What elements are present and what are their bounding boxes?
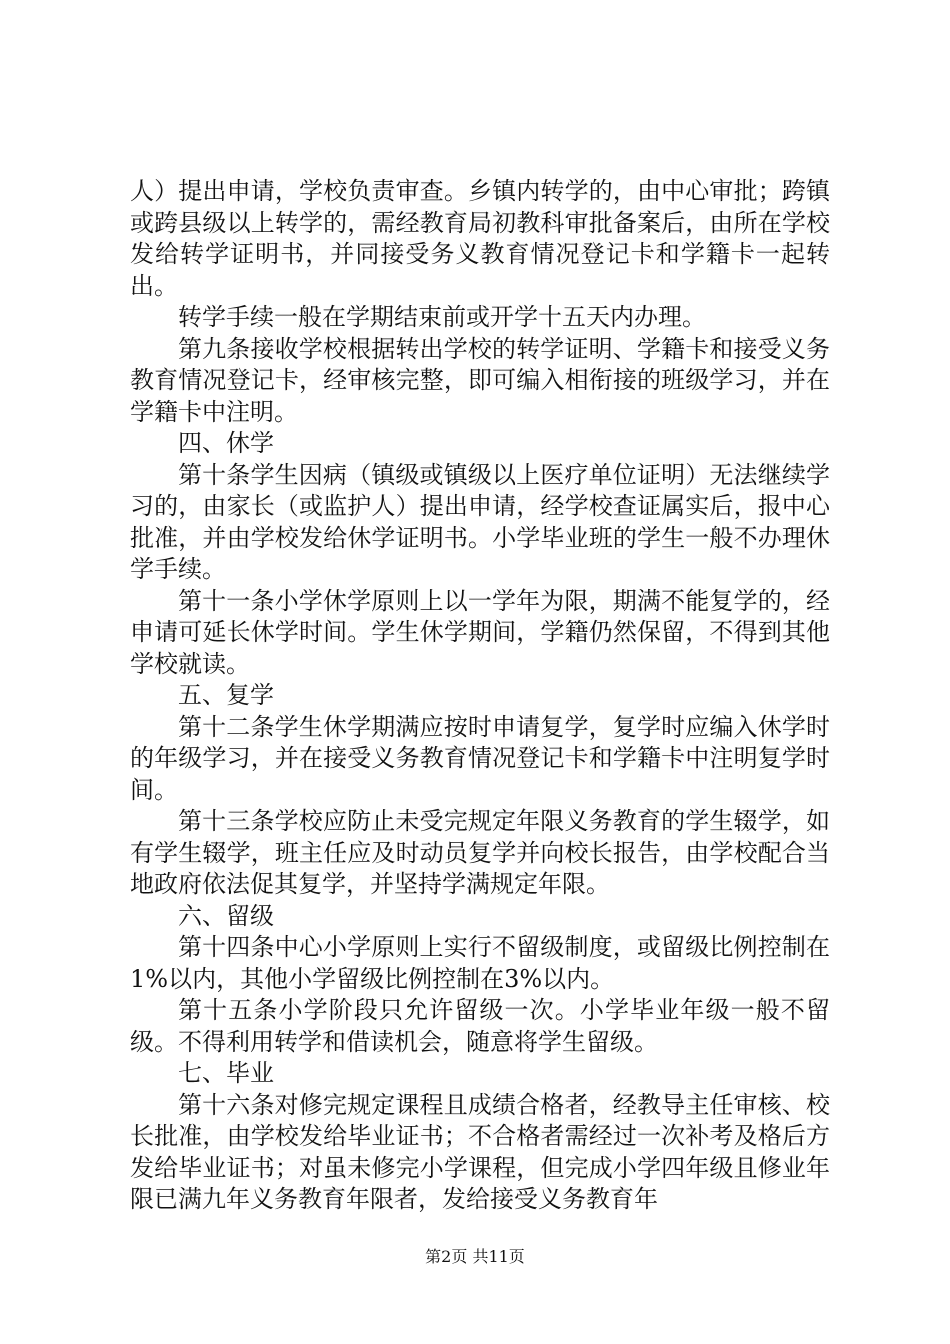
section-heading-retention: 六、留级 bbox=[178, 901, 274, 930]
paragraph-article-11: 第十一条小学休学原则上以一学年为限，期满不能复学的，经申请可延长休学时间。学生休学期间，学籍仍然保留，不得到其他学校就读。 bbox=[130, 586, 830, 678]
paragraph-article-12: 第十二条学生休学期满应按时申请复学，复学时应编入休学时的年级学习，并在接受义务教育情况登记卡和学籍卡中注明复学时间。 bbox=[130, 712, 830, 804]
paragraph-transfer-procedure-time: 转学手续一般在学期结束前或开学十五天内办理。 bbox=[178, 303, 706, 331]
section-heading-suspension: 四、休学 bbox=[178, 429, 274, 457]
paragraph-article-16: 第十六条对修完规定课程且成绩合格者，经教导主任审核、校长批准，由学校发给毕业证书；不合格者需经过一次补考及格后方发给毕业证书；对虽未修完小学课程，但完成小学四年级且修业年限已满九年义务教育年限者，发给接受义务教育年 bbox=[130, 1090, 830, 1213]
paragraph-article-10: 第十条学生因病（镇级或镇级以上医疗单位证明）无法继续学习的，由家长（或监护人）提出申请，经学校查证属实后，报中心批准，并由学校发给休学证明书。小学毕业班的学生一般不办理休学手续。 bbox=[130, 460, 830, 583]
paragraph-transfer-approval: 人）提出申请，学校负责审查。乡镇内转学的，由中心审批；跨镇或跨县级以上转学的，需经教育局初教科审批备案后，由所在学校发给转学证明书，并同接受务义教育情况登记卡和学籍卡一起转出。 bbox=[130, 177, 830, 300]
page-number-footer: 第2页 共11页 bbox=[425, 1247, 525, 1266]
section-heading-resumption: 五、复学 bbox=[178, 681, 274, 709]
document-body bbox=[130, 176, 830, 1216]
paragraph-article-14: 第十四条中心小学原则上实行不留级制度，或留级比例控制在1%以内，其他小学留级比例控制在3%以内。 bbox=[130, 933, 830, 993]
paragraph-article-13: 第十三条学校应防止未受完规定年限义务教育的学生辍学，如有学生辍学，班主任应及时动员复学并向校长报告，由学校配合当地政府依法促其复学，并坚持学满规定年限。 bbox=[130, 807, 830, 898]
paragraph-article-15: 第十五条小学阶段只允许留级一次。小学毕业年级一般不留级。不得利用转学和借读机会，随意将学生留级。 bbox=[130, 996, 830, 1056]
section-heading-graduation: 七、毕业 bbox=[178, 1059, 274, 1087]
paragraph-article-9: 第九条接收学校根据转出学校的转学证明、学籍卡和接受义务教育情况登记卡，经审核完整，即可编入相衔接的班级学习，并在学籍卡中注明。 bbox=[130, 334, 830, 426]
